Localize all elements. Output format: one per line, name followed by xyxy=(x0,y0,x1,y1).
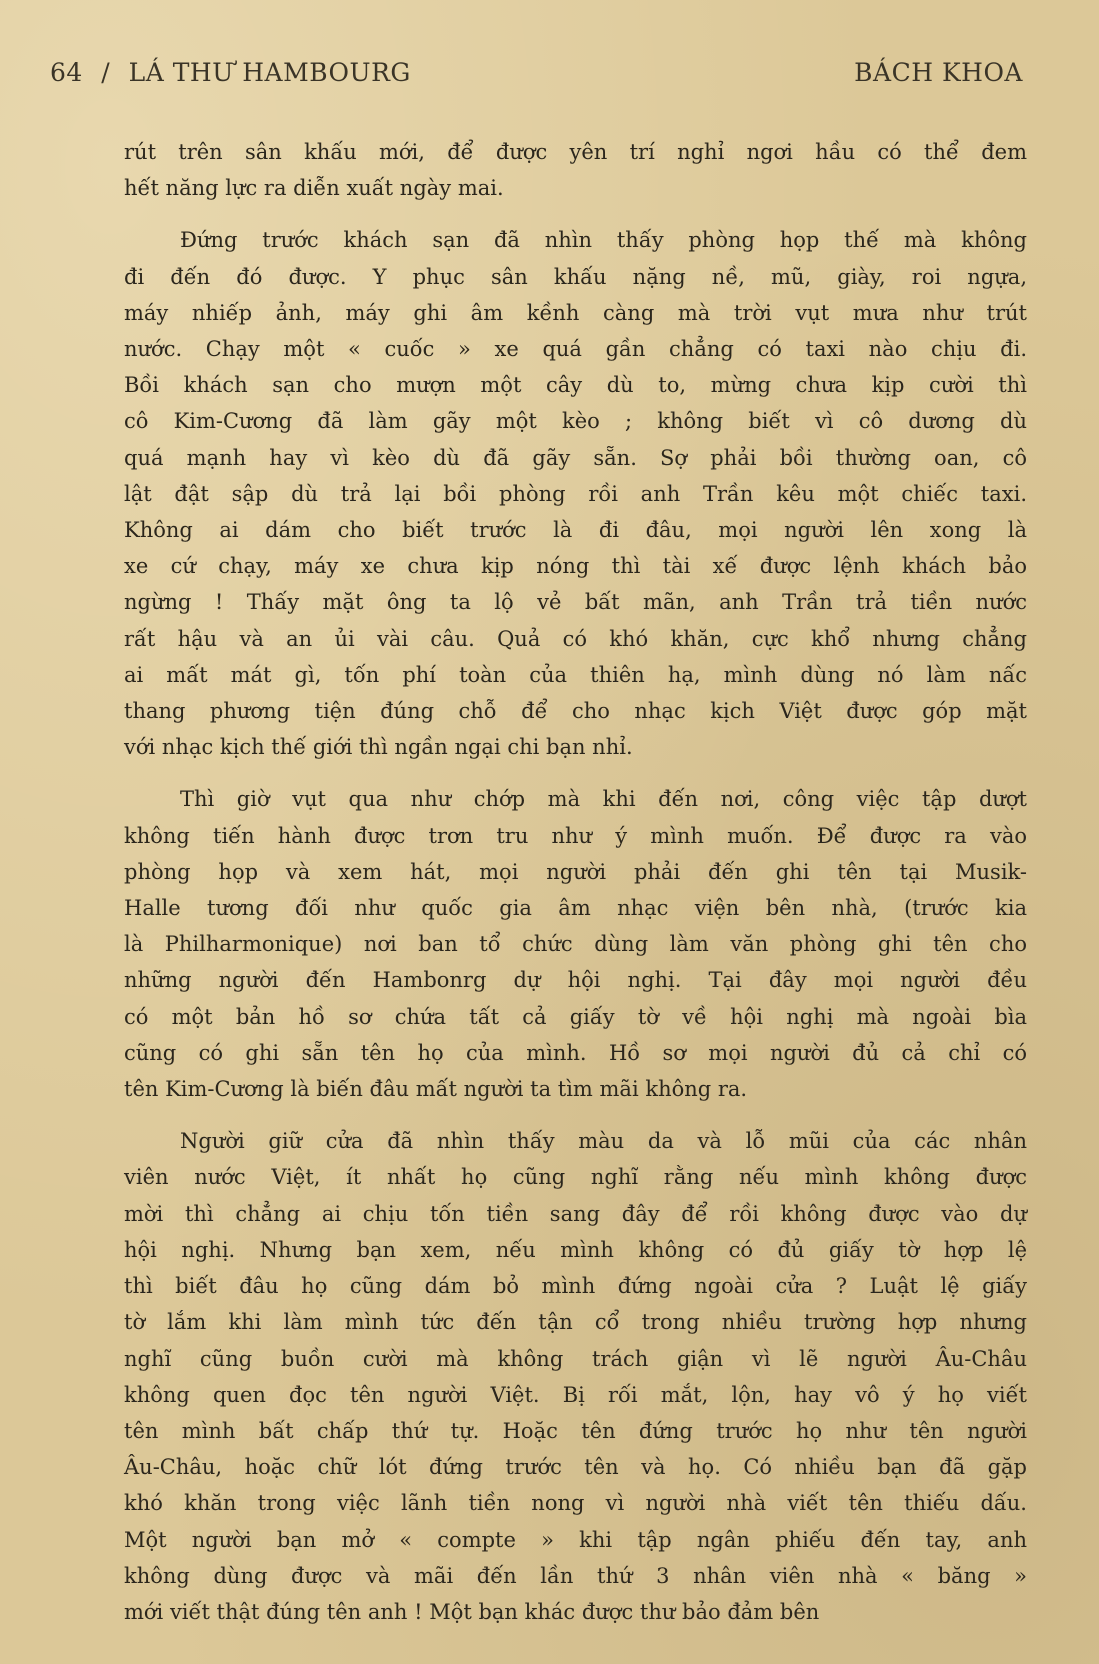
running-head xyxy=(50,58,1023,98)
text-line: Đứng trước khách sạn đã nhìn thấy phòng họp thế mà không xyxy=(180,228,1027,253)
text-line: mời thì chẳng ai chịu tốn tiền sang đây để rồi không được vào dự xyxy=(124,1201,1027,1226)
text-line: tờ lắm khi làm mình tức đến tận cổ trong nhiều trường hợp nhưng xyxy=(124,1310,1027,1335)
text-line: lật đật sập dù trả lại bồi phòng rồi anh Trần kêu một chiếc taxi. xyxy=(124,481,1027,506)
running-head-left xyxy=(50,58,421,87)
text-line: Một người bạn mở « compte » khi tập ngân phiếu đến tay, anh xyxy=(124,1527,1027,1552)
text-line: Halle tương đối như quốc gia âm nhạc viện bên nhà, (trước kia xyxy=(124,896,1027,921)
text-line: nước. Chạy một « cuốc » xe quá gần chẳng có taxi nào chịu đi. xyxy=(124,337,1027,362)
text-line: tên mình bất chấp thứ tự. Hoặc tên đứng trước họ như tên người xyxy=(124,1418,1027,1443)
text-line: Thì giờ vụt qua như chớp mà khi đến nơi, công việc tập dượt xyxy=(180,787,1027,812)
text-line: máy nhiếp ảnh, máy ghi âm kềnh càng mà trời vụt mưa như trút xyxy=(124,300,1027,325)
text-line: Âu-Châu, hoặc chữ lót đứng trước tên và họ. Có nhiều bạn đã gặp xyxy=(124,1455,1027,1480)
text-line: rút trên sân khấu mới, để được yên trí nghỉ ngơi hầu có thể đem xyxy=(124,140,1027,164)
page-number: 64 xyxy=(50,58,83,87)
text-line: không quen đọc tên người Việt. Bị rối mắt, lộn, hay vô ý họ viết xyxy=(124,1382,1027,1407)
text-line: Người giữ cửa đã nhìn thấy màu da và lỗ mũi của các nhân xyxy=(180,1129,1027,1154)
text-line: thang phương tiện đúng chỗ để cho nhạc kịch Việt được góp mặt xyxy=(124,699,1027,724)
text-line: rất hậu và an ủi vài câu. Quả có khó khăn, cực khổ nhưng chẳng xyxy=(124,626,1027,651)
paragraph xyxy=(124,134,1027,206)
text-line: Bồi khách sạn cho mượn một cây dù to, mừng chưa kịp cười thì xyxy=(124,373,1027,398)
text-line: mới viết thật đúng tên anh ! Một bạn khác được thư bảo đảm bên xyxy=(124,1599,820,1624)
text-line: có một bản hồ sơ chứa tất cả giấy tờ về hội nghị mà ngoài bìa xyxy=(124,1004,1027,1029)
text-line: viên nước Việt, ít nhất họ cũng nghĩ rằng nếu mình không được xyxy=(124,1165,1027,1190)
text-line: ai mất mát gì, tốn phí toàn của thiên hạ, mình dùng nó làm nấc xyxy=(124,662,1027,687)
text-line: xe cứ chạy, máy xe chưa kịp nóng thì tài xế được lệnh khách bảo xyxy=(124,554,1027,579)
header-separator: / xyxy=(101,58,111,87)
text-line: là Philharmonique) nơi ban tổ chức dùng làm văn phòng ghi tên cho xyxy=(124,932,1027,957)
text-line: với nhạc kịch thế giới thì ngần ngại chi bạn nhỉ. xyxy=(124,735,633,760)
text-line: Không ai dám cho biết trước là đi đâu, mọi người lên xong là xyxy=(124,518,1027,543)
text-line: tên Kim-Cương là biến đâu mất người ta tìm mãi không ra. xyxy=(124,1077,748,1102)
text-line: cô Kim-Cương đã làm gãy một kèo ; không biết vì cô dương dù xyxy=(124,409,1027,434)
text-line: ngừng ! Thấy mặt ông ta lộ vẻ bất mãn, anh Trần trả tiền nước xyxy=(124,590,1027,615)
paragraph xyxy=(124,1123,1027,1630)
text-line: những người đến Hambonrg dự hội nghị. Tại đây mọi người đều xyxy=(124,968,1027,993)
text-line: hết năng lực ra diễn xuất ngày mai. xyxy=(124,176,504,201)
text-line: khó khăn trong việc lãnh tiền nong vì người nhà viết tên thiếu dấu. xyxy=(124,1491,1027,1516)
text-line: không tiến hành được trơn tru như ý mình muốn. Để được ra vào xyxy=(124,823,1027,848)
paragraph xyxy=(124,222,1027,765)
text-line: đi đến đó được. Y phục sân khấu nặng nề, mũ, giày, roi ngựa, xyxy=(124,264,1027,289)
article-body xyxy=(124,134,1027,1646)
text-line: nghĩ cũng buồn cười mà không trách giận vì lẽ người Âu-Châu xyxy=(124,1346,1027,1371)
text-line: quá mạnh hay vì kèo dù đã gãy sẵn. Sợ phải bồi thường oan, cô xyxy=(124,445,1027,470)
paragraph xyxy=(124,781,1027,1107)
text-line: thì biết đâu họ cũng dám bỏ mình đứng ngoài cửa ? Luật lệ giấy xyxy=(124,1274,1027,1299)
section-title: LÁ THƯ HAMBOURG xyxy=(128,58,411,87)
text-line: phòng họp và xem hát, mọi người phải đến ghi tên tại Musik- xyxy=(124,859,1027,884)
text-line: hội nghị. Nhưng bạn xem, nếu mình không có đủ giấy tờ hợp lệ xyxy=(124,1237,1027,1262)
text-line: không dùng được và mãi đến lần thứ 3 nhân viên nhà « băng » xyxy=(124,1563,1027,1588)
text-line: cũng có ghi sẵn tên họ của mình. Hồ sơ mọi người đủ cả chỉ có xyxy=(124,1040,1027,1065)
magazine-title: BÁCH KHOA xyxy=(854,58,1023,87)
